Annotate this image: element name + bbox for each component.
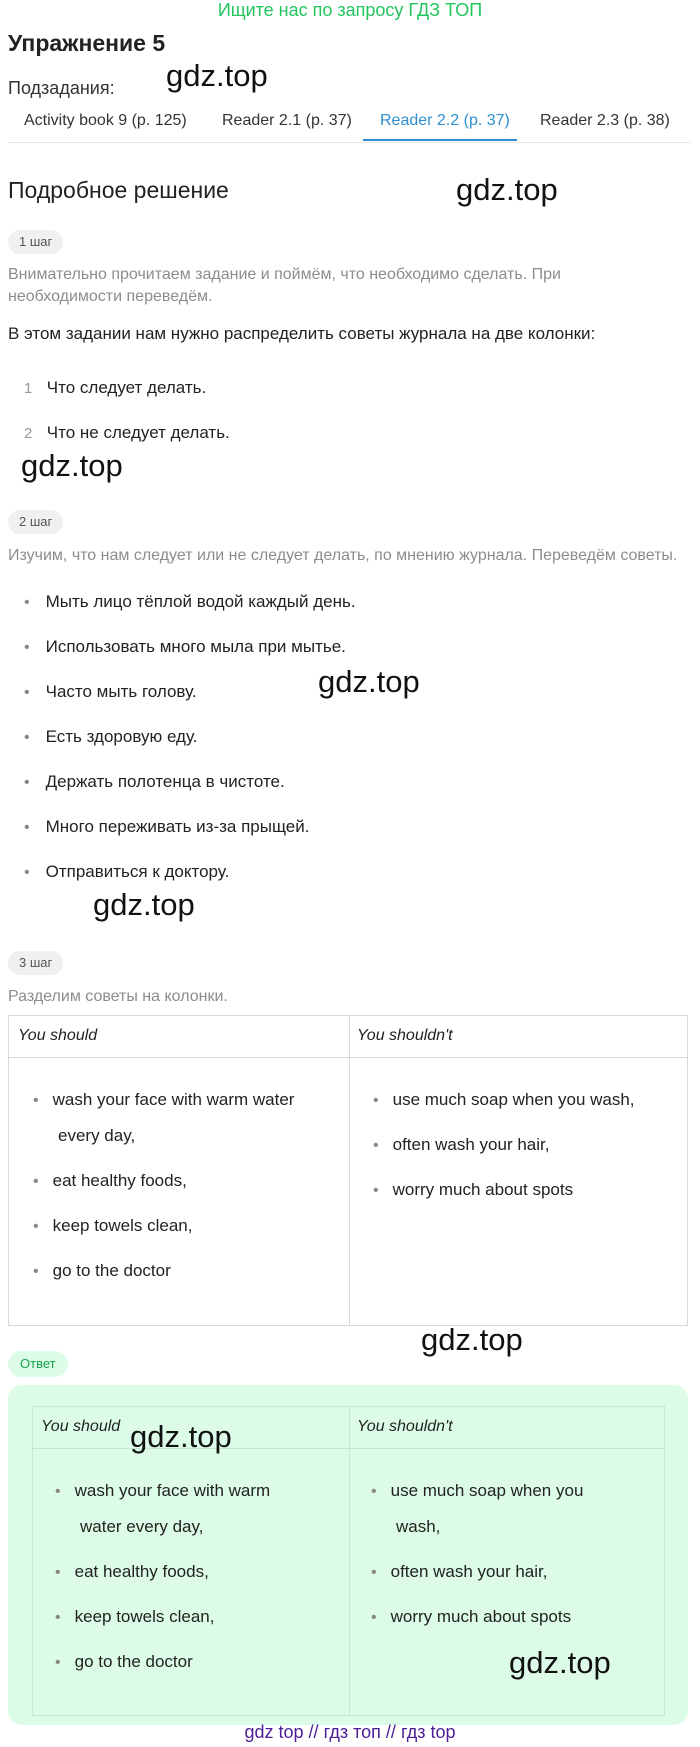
bullet-icon: •	[33, 1173, 39, 1190]
table-cell-item: • often wash your hair,	[373, 1135, 550, 1154]
list-item	[24, 862, 229, 882]
table-cell-item: • keep towels clean,	[55, 1607, 215, 1626]
list-item	[24, 727, 197, 747]
bullet-icon: •	[55, 1654, 61, 1671]
list-item-text: Много переживать из-за прыщей.	[45, 817, 310, 836]
bullet-icon: •	[24, 594, 30, 611]
bullet-icon: •	[373, 1137, 379, 1154]
numbered-item	[24, 378, 206, 398]
active-tab-indicator	[363, 139, 517, 141]
table-cell-item: • worry much about spots	[371, 1607, 572, 1626]
bullet-icon: •	[373, 1182, 379, 1199]
table-cell-item: • keep towels clean,	[33, 1216, 193, 1235]
watermark: gdz.top	[456, 172, 558, 207]
list-item	[24, 772, 285, 792]
list-item	[24, 637, 346, 657]
bullet-icon: •	[371, 1564, 377, 1581]
step-badge: 3 шаг	[8, 951, 63, 975]
list-item	[24, 682, 197, 702]
table-cell-item: wash,	[396, 1517, 441, 1536]
step-hint: Внимательно прочитаем задание и поймём, что необходимо сделать. При необходимости переведём.	[8, 266, 561, 305]
list-item-text: Мыть лицо тёплой водой каждый день.	[45, 592, 356, 611]
search-banner: Ищите нас по запросу ГДЗ ТОП	[217, 0, 483, 20]
list-item-text: Держать полотенца в чистоте.	[45, 772, 285, 791]
bullet-icon: •	[371, 1483, 377, 1500]
subtasks-label: Подзадания:	[8, 78, 115, 98]
watermark: gdz.top	[93, 887, 195, 922]
bullet-icon: •	[33, 1263, 39, 1280]
table-divider	[349, 1016, 350, 1325]
table-cell-item: • eat healthy foods,	[55, 1562, 209, 1581]
table-cell-item: • use much soap when you	[371, 1481, 584, 1500]
footer-separator: //	[308, 1722, 319, 1742]
bullet-icon: •	[24, 819, 30, 836]
bullet-icon: •	[24, 729, 30, 746]
table-cell-item: • go to the doctor	[55, 1652, 193, 1671]
bullet-icon: •	[24, 864, 30, 881]
column-header-should: You should	[41, 1418, 121, 1435]
table-cell-item: • eat healthy foods,	[33, 1171, 187, 1190]
table-divider	[9, 1057, 687, 1058]
subtask-tabs	[8, 104, 690, 143]
item-number: 1	[24, 380, 33, 397]
table-divider	[349, 1407, 350, 1715]
table-cell-item: • often wash your hair,	[371, 1562, 548, 1581]
table-cell-item: • wash your face with warm water	[33, 1090, 295, 1109]
footer-links	[0, 1722, 700, 1743]
list-item-text: Использовать много мыла при мытье.	[45, 637, 346, 656]
table-cell-item: • wash your face with warm	[55, 1481, 271, 1500]
list-item-text: Часто мыть голову.	[45, 682, 197, 701]
bullet-icon: •	[373, 1092, 379, 1109]
bullet-icon: •	[33, 1218, 39, 1235]
watermark: gdz.top	[130, 1419, 232, 1454]
column-header-shouldnt: You shouldn't	[357, 1418, 453, 1435]
footer-link[interactable]: гдз top	[400, 1722, 456, 1742]
watermark: gdz.top	[509, 1645, 611, 1680]
watermark: gdz.top	[166, 58, 268, 93]
watermark: gdz.top	[21, 448, 123, 483]
step-hint: Разделим советы на колонки.	[8, 988, 228, 1005]
table-divider	[33, 1448, 664, 1449]
advice-table	[8, 1015, 688, 1326]
solution-title: Подробное решение	[8, 177, 229, 203]
answer-badge: Ответ	[8, 1351, 68, 1377]
tab-reader-2-3[interactable]: Reader 2.3 (p. 38)	[540, 112, 670, 129]
bullet-icon: •	[55, 1483, 61, 1500]
bullet-icon: •	[33, 1092, 39, 1109]
bullet-icon: •	[24, 639, 30, 656]
table-cell-item: water every day,	[80, 1517, 204, 1536]
footer-link[interactable]: гдз топ	[323, 1722, 381, 1742]
step-text: В этом задании нам нужно распределить советы журнала на две колонки:	[8, 324, 596, 343]
table-cell-item: • go to the doctor	[33, 1261, 171, 1280]
footer-link[interactable]: gdz top	[244, 1722, 304, 1742]
table-cell-item: every day,	[58, 1126, 136, 1145]
list-item-text: Отправиться к доктору.	[45, 862, 230, 881]
bullet-icon: •	[55, 1564, 61, 1581]
watermark: gdz.top	[318, 664, 420, 699]
table-cell-item: • worry much about spots	[373, 1180, 574, 1199]
column-header-shouldnt: You shouldn't	[357, 1027, 453, 1044]
list-item	[24, 817, 309, 837]
footer-separator: //	[385, 1722, 396, 1742]
watermark: gdz.top	[421, 1322, 523, 1357]
numbered-item	[24, 423, 230, 443]
step-hint: Изучим, что нам следует или не следует делать, по мнению журнала. Переведём советы.	[8, 547, 678, 564]
bullet-icon: •	[55, 1609, 61, 1626]
list-item	[24, 592, 356, 612]
tab-reader-2-1[interactable]: Reader 2.1 (p. 37)	[222, 112, 352, 129]
list-item-text: Есть здоровую еду.	[45, 727, 198, 746]
bullet-icon: •	[24, 774, 30, 791]
column-header-should: You should	[18, 1027, 98, 1044]
bullet-icon: •	[371, 1609, 377, 1626]
item-number: 2	[24, 425, 33, 442]
item-text: Что следует делать.	[46, 378, 207, 397]
bullet-icon: •	[24, 684, 30, 701]
step-badge: 1 шаг	[8, 230, 63, 254]
item-text: Что не следует делать.	[46, 423, 230, 442]
tab-activity-book[interactable]: Activity book 9 (p. 125)	[24, 112, 187, 129]
step-badge: 2 шаг	[8, 510, 63, 534]
page-title: Упражнение 5	[8, 30, 166, 56]
tab-reader-2-2[interactable]: Reader 2.2 (p. 37)	[380, 112, 510, 129]
table-cell-item: • use much soap when you wash,	[373, 1090, 635, 1109]
